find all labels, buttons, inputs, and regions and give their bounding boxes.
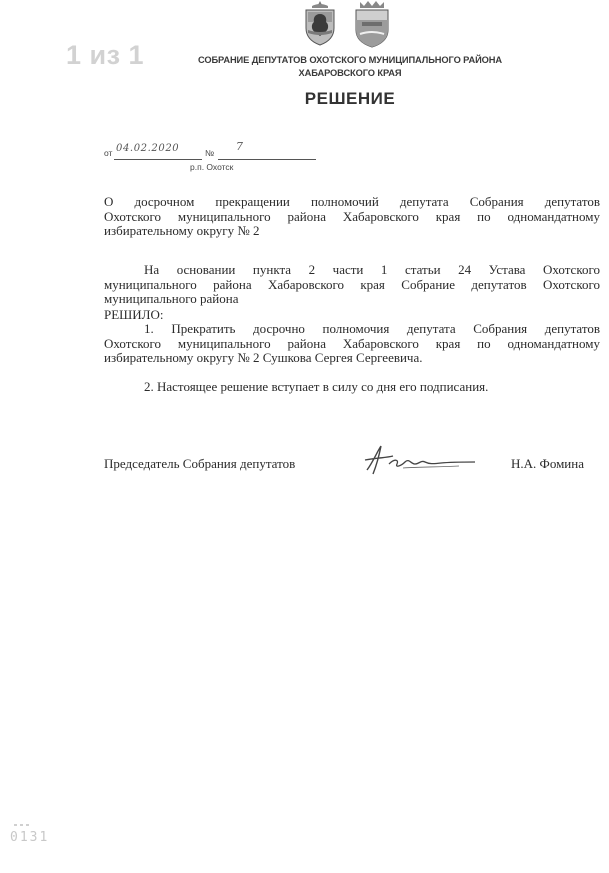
basis-line: муниципального района <box>104 291 239 307</box>
item-line: 1. Прекратить досрочно полномочия депутата Собрания депутатов <box>144 321 600 336</box>
basis-paragraph <box>104 263 600 307</box>
registration-stamp-number: 0131 <box>10 830 50 845</box>
subject-line: избирательному округу № 2 <box>104 223 260 239</box>
page-counter: 1 из 1 <box>66 40 145 70</box>
signature-block <box>104 442 600 482</box>
item-line: 2. Настоящее решение вступает в силу со дня его подписания. <box>144 379 489 394</box>
organization-name-line1: СОБРАНИЕ ДЕПУТАТОВ ОХОТСКОГО МУНИЦИПАЛЬНОГО РАЙОНА <box>197 55 503 65</box>
krai-coat-of-arms-icon <box>298 0 342 46</box>
item-line: Охотского муниципального района Хабаровского края по одномандатному <box>104 335 600 351</box>
emblems <box>296 0 408 50</box>
organization-name-line2: ХАБАРОВСКОГО КРАЯ <box>298 68 402 78</box>
handwritten-number: 7 <box>236 140 244 153</box>
date-prefix: от <box>104 148 113 158</box>
subject-line: О досрочном прекращении полномочий депутата Собрания депутатов <box>104 194 600 209</box>
dateline <box>104 140 319 160</box>
signatory-name: Н.А. Фомина <box>511 456 584 471</box>
number-underline <box>218 159 316 160</box>
basis-line: На основании пункта 2 части 1 статьи 24 Устава Охотского <box>144 262 600 277</box>
document-title: РЕШЕНИЕ <box>304 89 396 108</box>
resolution-item-2 <box>104 380 600 395</box>
place-of-issue: р.п. Охотск <box>190 162 234 172</box>
resolved-label: РЕШИЛО: <box>104 307 164 322</box>
signatory-position: Председатель Собрания депутатов <box>104 456 296 471</box>
date-underline <box>114 159 202 160</box>
handwritten-signature-icon <box>359 442 479 478</box>
item-line: избирательному округу № 2 Сушкова Сергея Сергеевича. <box>104 350 423 366</box>
number-prefix: № <box>205 148 215 158</box>
subject-paragraph <box>104 195 600 239</box>
resolution-item-1 <box>104 322 600 366</box>
district-coat-of-arms-icon <box>352 0 392 48</box>
scan-artifact-icon <box>14 822 44 828</box>
handwritten-date: 04.02.2020 <box>116 143 180 154</box>
basis-line: муниципального района Хабаровского края Собрание депутатов Охотского <box>104 276 600 292</box>
subject-line: Охотского муниципального района Хабаровского края по одномандатному <box>104 208 600 224</box>
